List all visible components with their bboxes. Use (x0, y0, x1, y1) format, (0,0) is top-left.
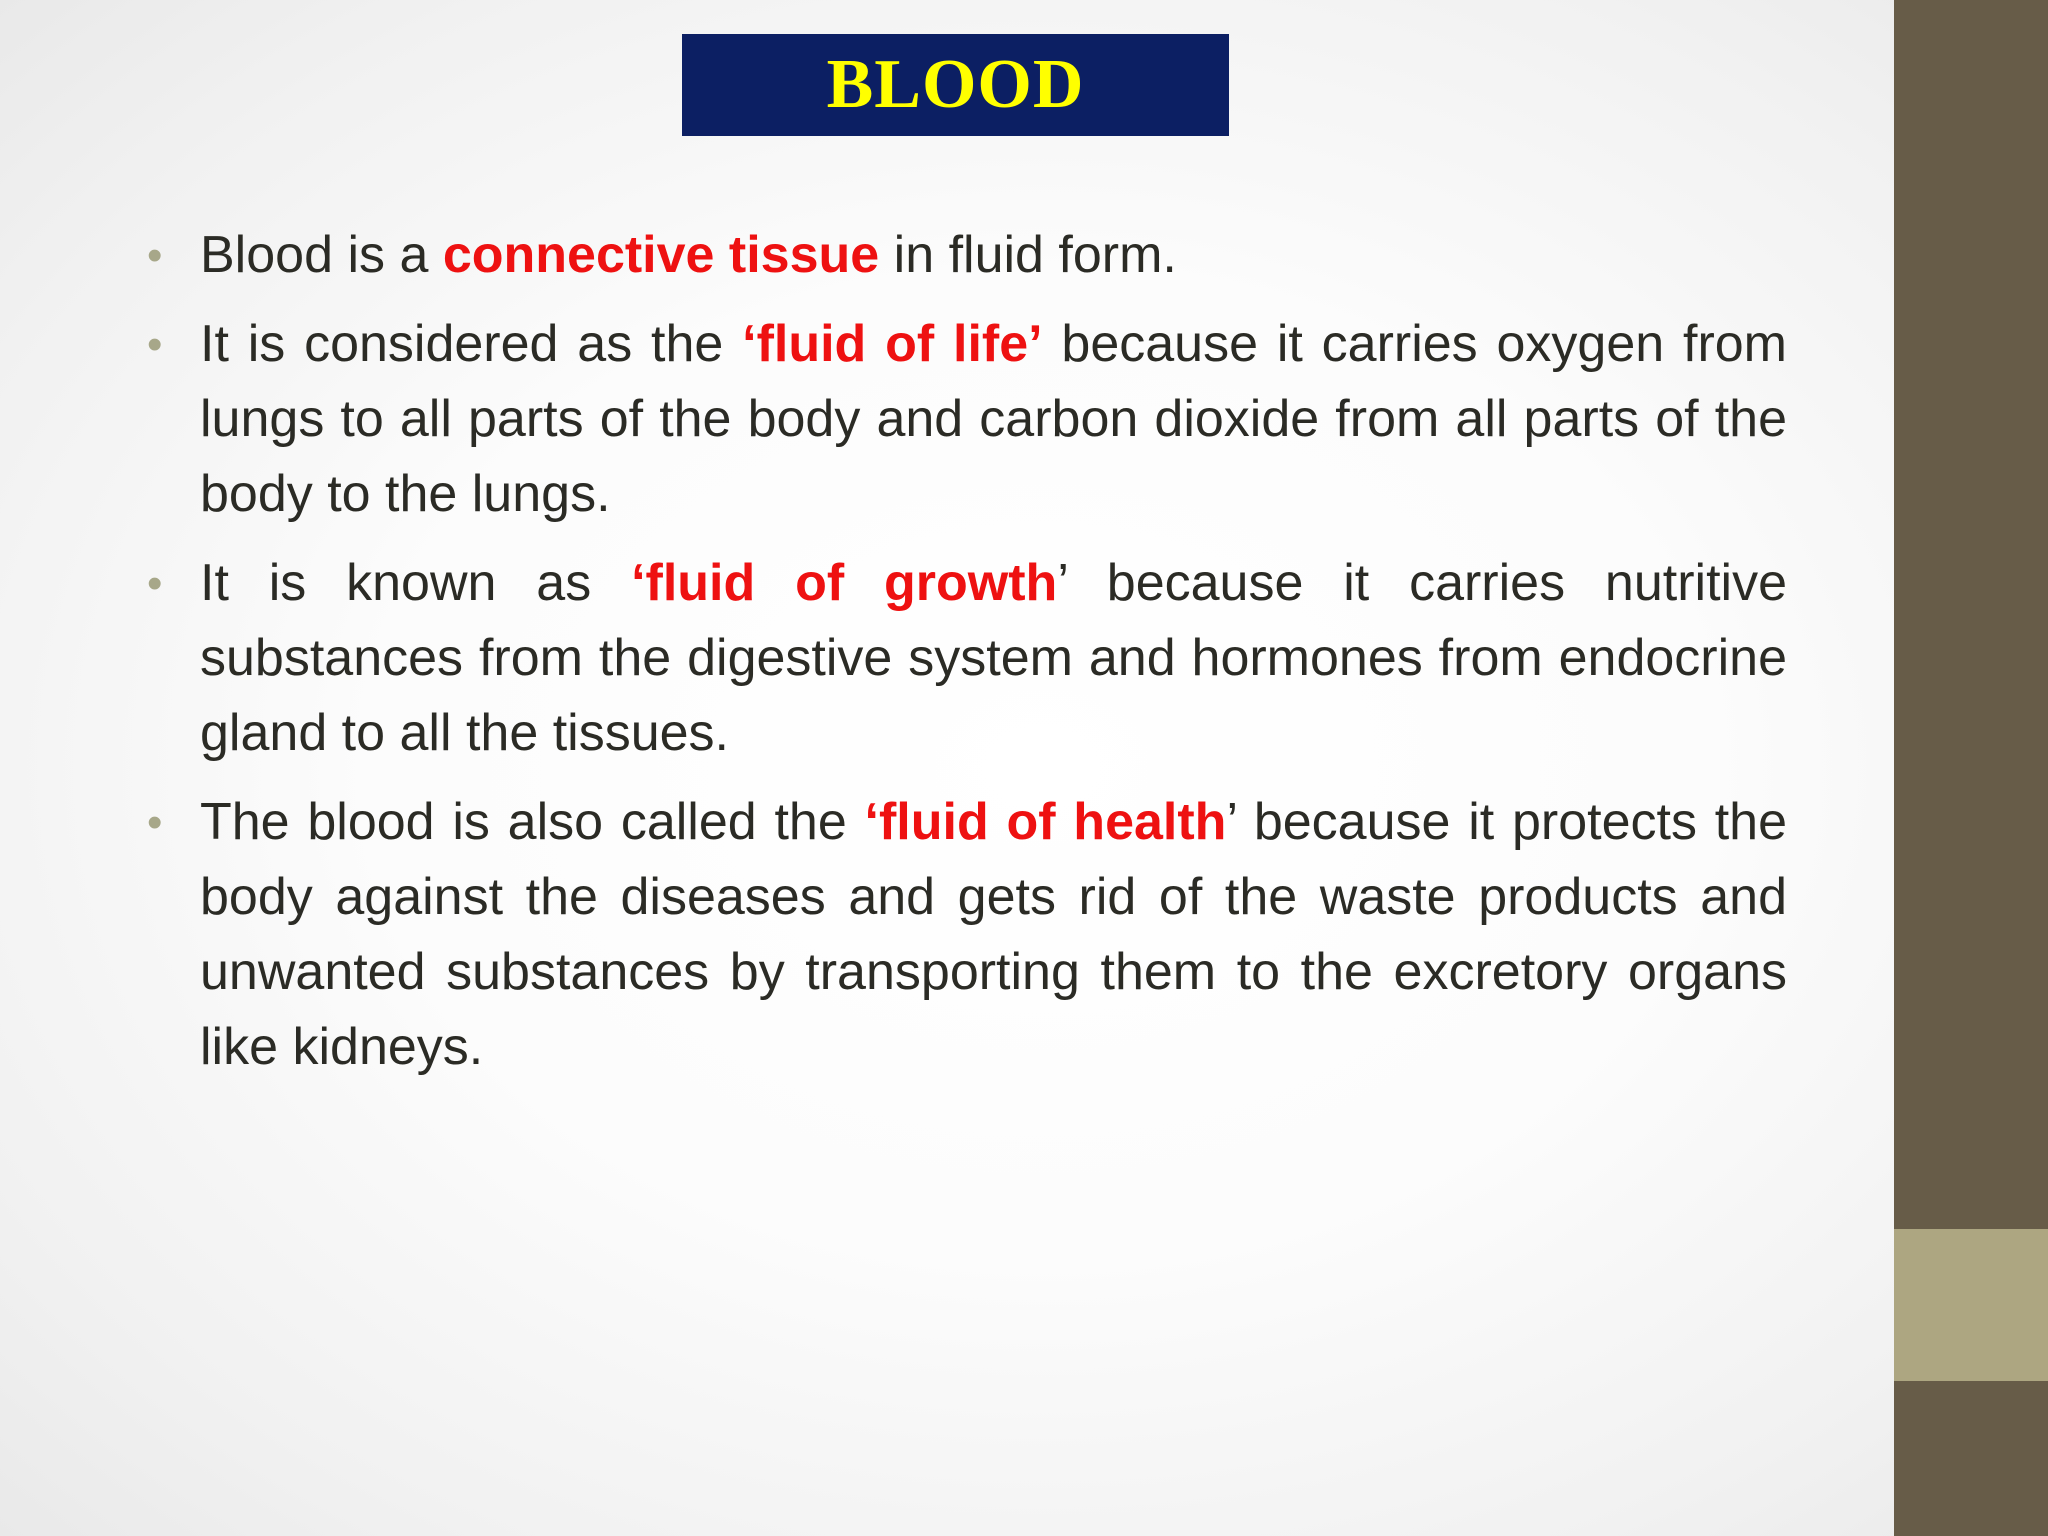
bullet-text-pre: The blood is also called the (200, 793, 865, 851)
bullet-item (145, 546, 1787, 771)
bullet-text-pre: Blood is a (200, 226, 443, 284)
bullet-text-pre: It is considered as the (200, 315, 743, 373)
bullet-dot-icon: • (147, 231, 163, 280)
bullet-text-pre: It is known as (200, 554, 632, 612)
bullet-list (145, 218, 1787, 1099)
bullet-text-post: in fluid form. (879, 226, 1177, 284)
bullet-dot-icon: • (147, 320, 163, 369)
bullet-highlight: ‘fluid of growth (631, 554, 1058, 612)
bullet-dot-icon: • (147, 798, 163, 847)
bullet-item (145, 785, 1787, 1085)
bullet-text-post: ’ because it protects the body against the diseases and gets rid of the waste products and unwanted substances by transporting them to the excretory organs like kidneys. (200, 793, 1787, 1076)
slide-title: BLOOD (826, 46, 1085, 123)
bullet-highlight: ‘fluid of health (864, 793, 1227, 851)
bullet-highlight: ‘fluid of life’ (742, 315, 1043, 373)
bullet-text-post: ’ because it carries nutritive substances from the digestive system and hormones from endocrine gland to all the tissues. (200, 554, 1788, 762)
bullet-dot-icon: • (147, 559, 163, 608)
bullet-item (145, 218, 1787, 293)
bullet-highlight: connective tissue (442, 226, 880, 284)
decorative-side-accent (1894, 1229, 2048, 1381)
bullet-text-post: because it carries oxygen from lungs to all parts of the body and carbon dioxide from all parts of the body to the lungs. (200, 315, 1787, 523)
bullet-item (145, 307, 1787, 532)
title-banner (682, 34, 1229, 136)
